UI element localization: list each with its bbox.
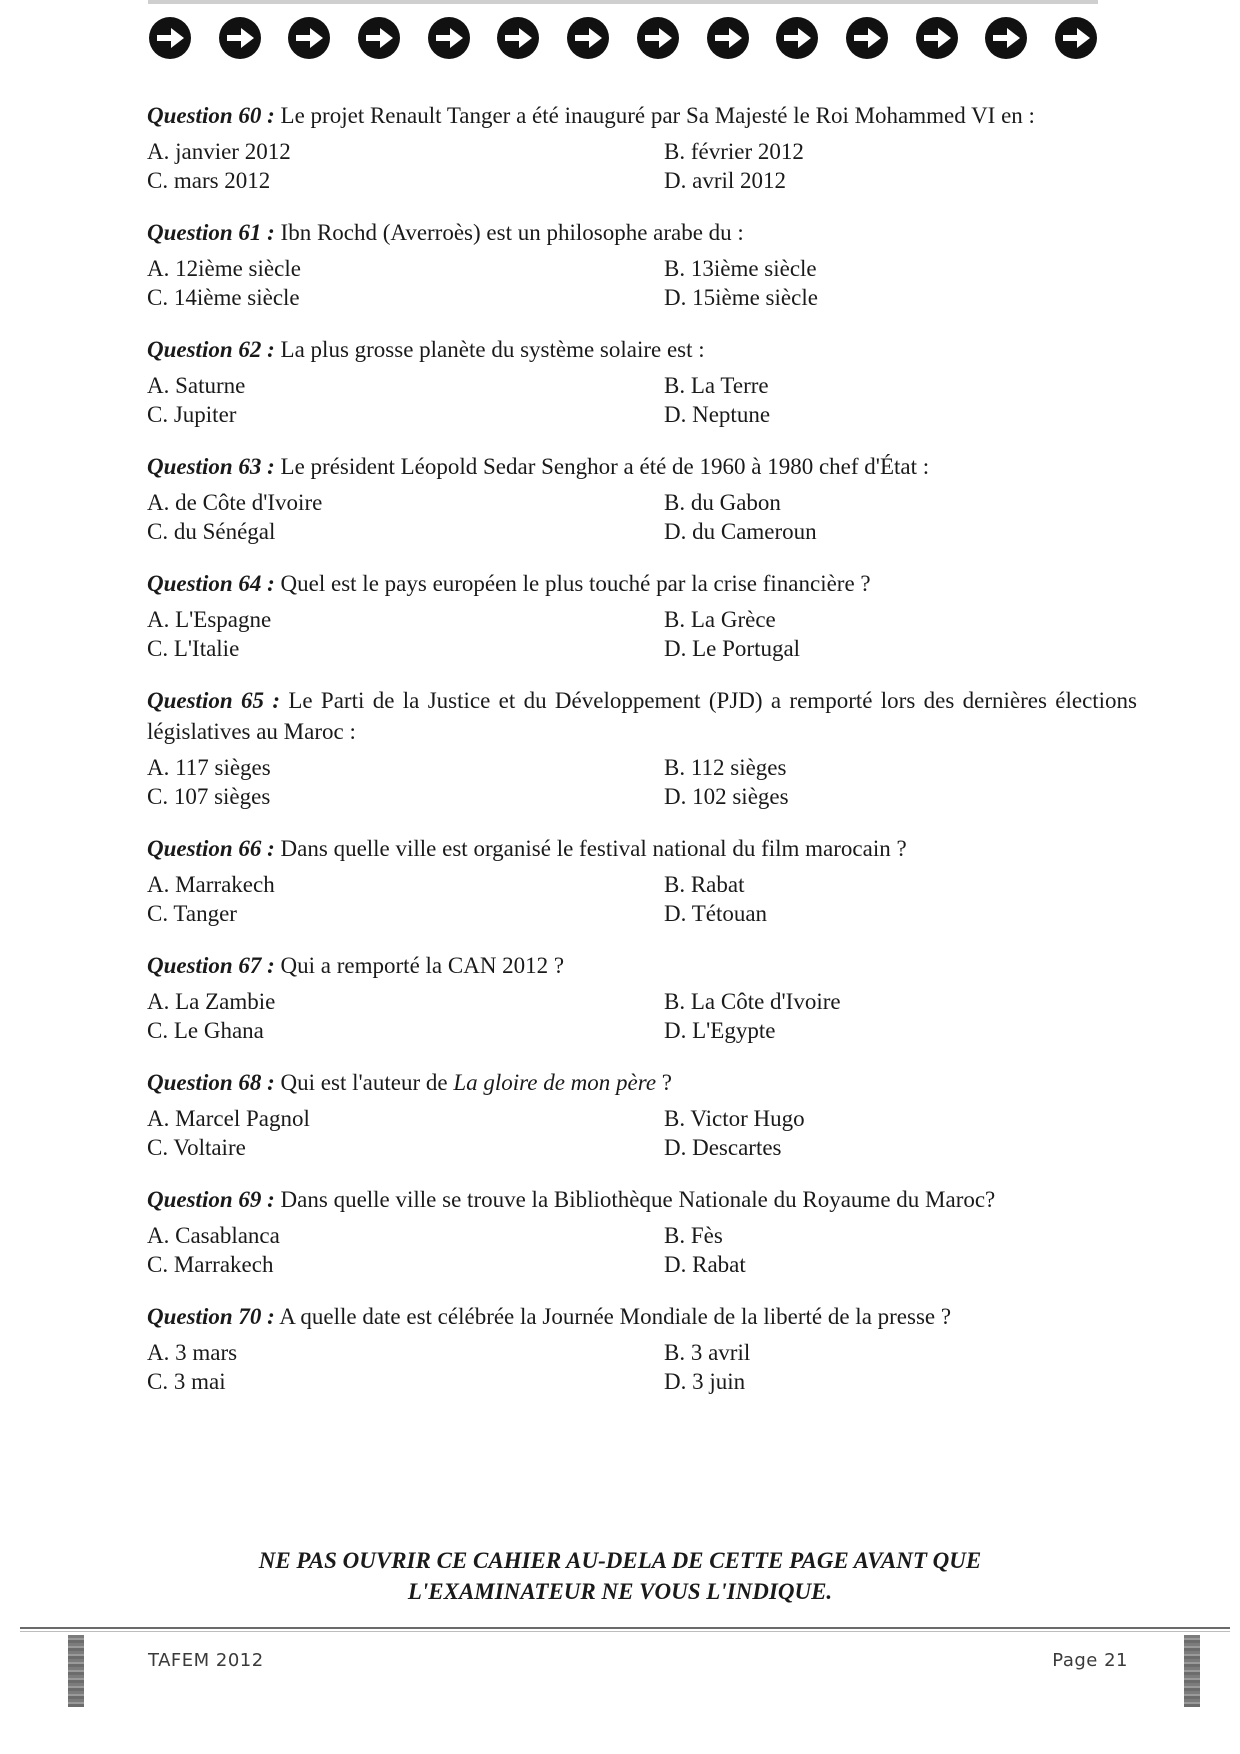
question-label: Question 68 :: [147, 1070, 275, 1095]
question-stem: Le président Léopold Sedar Senghor a été de 1960 à 1980 chef d'État :: [280, 454, 930, 479]
right-arrow-circle-icon: [706, 16, 750, 60]
question-label: Question 67 :: [147, 953, 275, 978]
right-arrow-circle-icon: [984, 16, 1028, 60]
option-d: D. 102 sièges: [664, 784, 789, 809]
question-label: Question 61 :: [147, 220, 275, 245]
option-a: A. de Côte d'Ivoire: [147, 490, 323, 515]
option-b: B. Rabat: [664, 872, 745, 897]
option-b: B. 13ième siècle: [664, 256, 817, 281]
right-arrow-circle-icon: [566, 16, 610, 60]
question-stem: A quelle date est célébrée la Journée Mondiale de la liberté de la presse ?: [279, 1304, 952, 1329]
arrow-header-strip: [148, 14, 1098, 62]
option-c: C. 14ième siècle: [147, 285, 300, 310]
option-b: B. Fès: [664, 1223, 723, 1248]
option-a: A. La Zambie: [147, 989, 276, 1014]
option-a: A. janvier 2012: [147, 139, 291, 164]
question-62: [147, 334, 1137, 429]
question-69: [147, 1184, 1137, 1279]
option-d: D. du Cameroun: [664, 519, 817, 544]
question-stem: Le Parti de la Justice et du Développement (PJD) a remporté lors des dernières élections législatives au Maroc :: [147, 688, 1138, 744]
question-stem: Ibn Rochd (Averroès) est un philosophe arabe du :: [280, 220, 744, 245]
scan-margin-bar-left: [68, 1635, 84, 1707]
question-68: [147, 1067, 1137, 1162]
right-arrow-circle-icon: [357, 16, 401, 60]
notice-line-1: NE PAS OUVRIR CE CAHIER AU-DELA DE CETTE PAGE AVANT QUE: [258, 1548, 982, 1573]
option-c: C. Voltaire: [147, 1135, 246, 1160]
question-label: Question 62 :: [147, 337, 275, 362]
question-stem: Le projet Renault Tanger a été inauguré par Sa Majesté le Roi Mohammed VI en :: [280, 103, 1035, 128]
option-a: A. 117 sièges: [147, 755, 271, 780]
question-67: [147, 950, 1137, 1045]
right-arrow-circle-icon: [427, 16, 471, 60]
option-a: A. Marcel Pagnol: [147, 1106, 310, 1131]
option-a: A. Casablanca: [147, 1223, 280, 1248]
option-c: C. mars 2012: [147, 168, 271, 193]
option-a: A. L'Espagne: [147, 607, 272, 632]
option-d: D. Neptune: [664, 402, 771, 427]
question-stem-pre: Qui est l'auteur de: [280, 1070, 454, 1095]
question-66: [147, 833, 1137, 928]
notice-line-2: L'EXAMINATEUR NE VOUS L'INDIQUE.: [407, 1579, 833, 1604]
book-title: La gloire de mon père: [453, 1070, 657, 1095]
question-label: Question 70 :: [147, 1304, 275, 1329]
option-a: A. Marrakech: [147, 872, 275, 897]
option-c: C. L'Italie: [147, 636, 240, 661]
scan-top-shade: [148, 0, 1098, 4]
question-70: [147, 1301, 1137, 1396]
option-b: B. 3 avril: [664, 1340, 751, 1365]
footer-divider-thin: [20, 1631, 1230, 1632]
right-arrow-circle-icon: [496, 16, 540, 60]
option-d: D. L'Egypte: [664, 1018, 776, 1043]
question-60: [147, 100, 1137, 195]
option-d: D. Rabat: [664, 1252, 746, 1277]
option-d: D. Le Portugal: [664, 636, 801, 661]
right-arrow-circle-icon: [1054, 16, 1098, 60]
question-list: [147, 100, 1137, 1418]
option-d: D. Descartes: [664, 1135, 782, 1160]
footer-page-number: Page 21: [1052, 1650, 1128, 1671]
question-label: Question 69 :: [147, 1187, 275, 1212]
question-label: Question 60 :: [147, 103, 275, 128]
exam-notice: [140, 1545, 1100, 1607]
option-d: D. avril 2012: [664, 168, 787, 193]
question-stem-post: ?: [656, 1070, 672, 1095]
option-c: C. du Sénégal: [147, 519, 276, 544]
question-stem: La plus grosse planète du système solaire est :: [280, 337, 705, 362]
right-arrow-circle-icon: [915, 16, 959, 60]
question-label: Question 63 :: [147, 454, 275, 479]
option-b: B. 112 sièges: [664, 755, 787, 780]
question-stem: Qui a remporté la CAN 2012 ?: [280, 953, 565, 978]
right-arrow-circle-icon: [775, 16, 819, 60]
question-label: Question 66 :: [147, 836, 275, 861]
option-d: D. 15ième siècle: [664, 285, 818, 310]
question-stem: Dans quelle ville est organisé le festival national du film marocain ?: [280, 836, 907, 861]
right-arrow-circle-icon: [845, 16, 889, 60]
option-b: B. du Gabon: [664, 490, 781, 515]
scan-margin-bar-right: [1184, 1635, 1200, 1707]
option-c: C. 3 mai: [147, 1369, 226, 1394]
option-b: B. La Terre: [664, 373, 769, 398]
question-stem: Dans quelle ville se trouve la Bibliothèque Nationale du Royaume du Maroc?: [280, 1187, 996, 1212]
option-c: C. Le Ghana: [147, 1018, 264, 1043]
right-arrow-circle-icon: [636, 16, 680, 60]
option-b: B. février 2012: [664, 139, 804, 164]
question-61: [147, 217, 1137, 312]
question-65: [147, 685, 1137, 811]
question-stem: Quel est le pays européen le plus touché par la crise financière ?: [280, 571, 871, 596]
option-b: B. La Côte d'Ivoire: [664, 989, 841, 1014]
option-a: A. 3 mars: [147, 1340, 238, 1365]
option-a: A. 12ième siècle: [147, 256, 301, 281]
option-d: D. Tétouan: [664, 901, 768, 926]
option-c: C. Tanger: [147, 901, 237, 926]
footer-exam-name: TAFEM 2012: [148, 1650, 264, 1671]
question-label: Question 65 :: [147, 688, 280, 713]
question-label: Question 64 :: [147, 571, 275, 596]
question-63: [147, 451, 1137, 546]
footer-divider: [20, 1627, 1230, 1629]
question-64: [147, 568, 1137, 663]
option-c: C. 107 sièges: [147, 784, 271, 809]
option-b: B. La Grèce: [664, 607, 776, 632]
right-arrow-circle-icon: [148, 16, 192, 60]
option-b: B. Victor Hugo: [664, 1106, 805, 1131]
right-arrow-circle-icon: [218, 16, 262, 60]
right-arrow-circle-icon: [287, 16, 331, 60]
option-d: D. 3 juin: [664, 1369, 746, 1394]
option-c: C. Jupiter: [147, 402, 237, 427]
option-c: C. Marrakech: [147, 1252, 274, 1277]
option-a: A. Saturne: [147, 373, 246, 398]
